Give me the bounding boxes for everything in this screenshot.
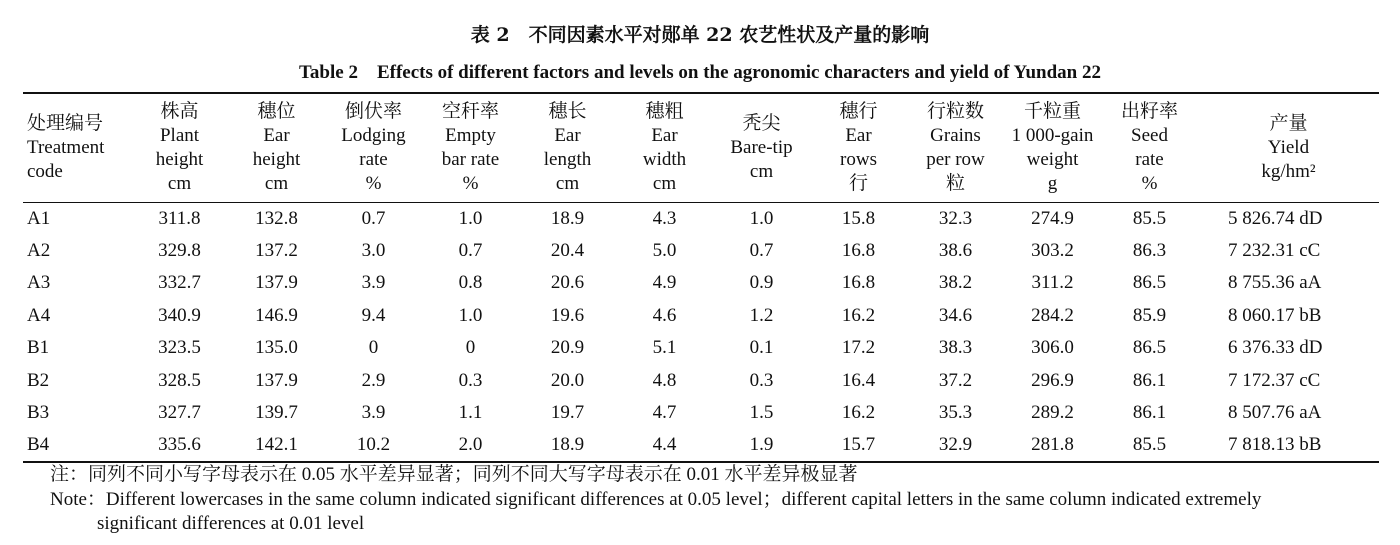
table-cell: 289.2 [1031,402,1074,424]
table-cell: 38.6 [938,239,973,261]
column-header-line: cm [555,172,580,194]
table-cell: 37.2 [938,369,973,391]
column-header-line: 1 000-gain [1011,124,1094,146]
table-cell: 303.2 [1031,239,1074,261]
table-body [23,202,1379,462]
table-cell: 0.8 [458,272,483,294]
table-header [23,93,1379,202]
table-cell: 1.0 [458,304,483,326]
table-cell: 7 818.13 bB [1198,430,1379,463]
table-cell: 281.8 [1004,430,1101,463]
table-cell: 20.0 [550,369,585,391]
column-header-line: 穗粗 [645,100,684,122]
treatment-code-cell: B2 [27,369,50,391]
table-cell: 1.0 [749,207,774,229]
treatment-code-cell: B1 [27,337,50,359]
table-cell: 16.4 [841,369,876,391]
column-header [1198,93,1379,202]
table-cell: 8 755.36 aA [1228,272,1322,294]
column-header-line: 空秆率 [441,100,499,122]
table-cell: 4.8 [652,369,677,391]
table-cell: 9.4 [361,304,386,326]
column-header-line: height [155,148,204,170]
column-header-line: Seed [1131,124,1168,146]
table-cell: 0 [368,337,379,359]
column-header-line: 千粒重 [1023,100,1081,122]
column-header [519,93,616,202]
table-cell: 137.9 [255,369,298,391]
table-cell: 15.7 [810,430,907,463]
column-header-line: code [27,160,63,182]
column-header-line: cm [167,172,192,194]
table-cell: 32.3 [938,207,973,229]
table-cell: 328.5 [158,369,201,391]
column-header-line: 穗长 [548,100,587,122]
table-cell: 0.9 [749,272,774,294]
table-cell: 1.9 [713,430,810,463]
table-cell: 16.2 [841,402,876,424]
table-cell: 18.9 [550,207,585,229]
table-cell: 0.3 [458,369,483,391]
treatment-code-cell: A1 [27,207,51,229]
column-header-line: 行 [848,172,868,194]
column-header [810,93,907,202]
table-row [23,267,1379,300]
column-header-line: cm [749,160,774,182]
column-header-line: Grains [930,124,981,146]
table-cell: 4.4 [616,430,713,463]
table-cell: 4.9 [652,272,677,294]
table-cell: 332.7 [158,272,201,294]
table-cell: 19.6 [550,304,585,326]
table-cell: 16.8 [841,272,876,294]
column-header-line: rate [1135,148,1164,170]
table-cell: 86.5 [1132,337,1167,359]
table-cell: 335.6 [131,430,228,463]
table-cell: 35.3 [938,402,973,424]
table-title-en: Table 2 Effects of different factors and levels on the agronomic characters and yield of Yundan 22 [298,62,1102,83]
treatment-code-cell: A4 [27,304,51,326]
table-cell: 142.1 [228,430,325,463]
column-header-line: 处理编号 [27,112,104,134]
table-cell: 1.2 [749,304,774,326]
table-cell: 311.2 [1031,272,1074,294]
table-cell: 4.7 [652,402,677,424]
table-cell: 16.8 [841,239,876,261]
column-header-line: 行粒数 [926,100,984,122]
table-cell: 5 826.74 dD [1228,207,1323,229]
column-header-line: Treatment [27,136,105,158]
column-header [713,93,810,202]
column-header-line: % [365,172,382,194]
table-cell: 20.6 [550,272,585,294]
table-cell: 3.9 [361,272,386,294]
table-cell: 17.2 [841,337,876,359]
table-cell: 19.7 [550,402,585,424]
column-header-line: bar rate [441,148,500,170]
column-header-line: length [543,148,592,170]
table-row [23,332,1379,365]
data-table [23,92,1379,463]
table-cell: 0.1 [749,337,774,359]
column-header-line: 倒伏率 [344,100,402,122]
column-header-line: kg/hm² [1261,160,1316,182]
table-cell: 18.9 [519,430,616,463]
table-row [23,235,1379,268]
table-cell: 132.8 [255,207,298,229]
treatment-code-cell: A2 [27,239,51,261]
column-header-line: Ear [651,124,678,146]
table-cell: 4.6 [652,304,677,326]
table-cell: 3.0 [361,239,386,261]
column-header-line: rows [840,148,877,170]
table-title-cn: 表 2 不同因素水平对郧单 22 农艺性状及产量的影响 [470,24,930,46]
table-cell: 85.9 [1132,304,1167,326]
treatment-code-cell: B4 [23,430,131,463]
table-row [23,300,1379,333]
table-cell: 38.2 [938,272,973,294]
note-en-line2: significant differences at 0.01 level [97,513,365,534]
table-cell: 7 172.37 cC [1228,369,1321,391]
column-header-line: Yield [1267,136,1310,158]
column-header-line: % [1141,172,1158,194]
table-row [23,202,1379,235]
table-cell: 6 376.33 dD [1228,337,1323,359]
column-header-line: cm [652,172,677,194]
table-cell: 38.3 [938,337,973,359]
table-row [23,397,1379,430]
table-cell: 306.0 [1031,337,1074,359]
table-cell: 20.9 [550,337,585,359]
table-cell: 16.2 [841,304,876,326]
column-header-line: per row [926,148,985,170]
table-cell: 1.0 [458,207,483,229]
table-cell: 0 [465,337,476,359]
table-cell: 0.7 [361,207,386,229]
table-cell: 86.5 [1132,272,1167,294]
column-header-line: Ear [554,124,581,146]
column-header [131,93,228,202]
column-header [23,93,131,202]
column-header-line: Ear [263,124,290,146]
table-cell: 329.8 [158,239,201,261]
table-cell: 32.9 [907,430,1004,463]
table-cell: 10.2 [325,430,422,463]
table-cell: 0.7 [749,239,774,261]
column-header-line: Bare-tip [730,136,793,158]
table-cell: 135.0 [255,337,298,359]
table-cell: 85.5 [1101,430,1198,463]
column-header-line: g [1047,172,1058,194]
column-header-line: rate [359,148,388,170]
column-header-line: Empty [445,124,496,146]
table-cell: 8 060.17 bB [1228,304,1322,326]
table-cell: 327.7 [158,402,201,424]
column-header [907,93,1004,202]
table-cell: 0.7 [458,239,483,261]
table-cell: 7 232.31 cC [1228,239,1321,261]
column-header-line: % [462,172,479,194]
column-header-line: height [252,148,301,170]
column-header-line: 出籽率 [1120,100,1178,122]
table-cell: 137.2 [255,239,298,261]
column-header-line: 产量 [1269,112,1308,134]
table-cell: 86.1 [1132,402,1167,424]
column-header [616,93,713,202]
table-cell: 85.5 [1132,207,1167,229]
table-cell: 4.3 [652,207,677,229]
column-header-line: cm [264,172,289,194]
column-header-line: 秃尖 [742,112,781,134]
table-cell: 1.1 [458,402,483,424]
table-cell: 311.8 [158,207,201,229]
table-cell: 86.1 [1132,369,1167,391]
table-row [23,365,1379,398]
table-cell: 34.6 [938,304,973,326]
table-cell: 340.9 [158,304,201,326]
column-header-line: 穗行 [839,100,878,122]
column-header [1101,93,1198,202]
column-header-line: 穗位 [257,100,296,122]
column-header-line: Plant [159,124,200,146]
table-cell: 274.9 [1031,207,1074,229]
table-cell: 2.9 [361,369,386,391]
column-header [228,93,325,202]
table-cell: 146.9 [255,304,298,326]
note-en-line1: Note：Different lowercases in the same column indicated significant differences at 0.05 level；different capital letters in the same column indicated extremely [50,489,1262,510]
table-cell: 15.8 [841,207,876,229]
note-cn: 注：同列不同小写字母表示在 0.05 水平差异显著；同列不同大写字母表示在 0.01 水平差异极显著 [50,464,858,485]
table-cell: 8 507.76 aA [1228,402,1322,424]
table-cell: 137.9 [255,272,298,294]
column-header-line: width [642,148,687,170]
table-cell: 86.3 [1132,239,1167,261]
column-header-line: 粒 [945,172,965,194]
table-cell: 20.4 [550,239,585,261]
column-header-line: weight [1026,148,1079,170]
column-header [1004,93,1101,202]
table-cell: 284.2 [1031,304,1074,326]
column-header [422,93,519,202]
column-header [325,93,422,202]
table-cell: 5.1 [652,337,677,359]
table-cell: 2.0 [422,430,519,463]
table-cell: 1.5 [749,402,774,424]
table-row [23,430,1379,463]
table-cell: 139.7 [255,402,298,424]
treatment-code-cell: A3 [27,272,51,294]
column-header-line: Ear [845,124,872,146]
note-en [50,488,1375,536]
treatment-code-cell: B3 [27,402,50,424]
table-cell: 323.5 [158,337,201,359]
table-cell: 0.3 [749,369,774,391]
table-cell: 5.0 [652,239,677,261]
column-header-line: 株高 [160,100,199,122]
table-cell: 296.9 [1031,369,1074,391]
table-cell: 3.9 [361,402,386,424]
column-header-line: Lodging [341,124,406,146]
